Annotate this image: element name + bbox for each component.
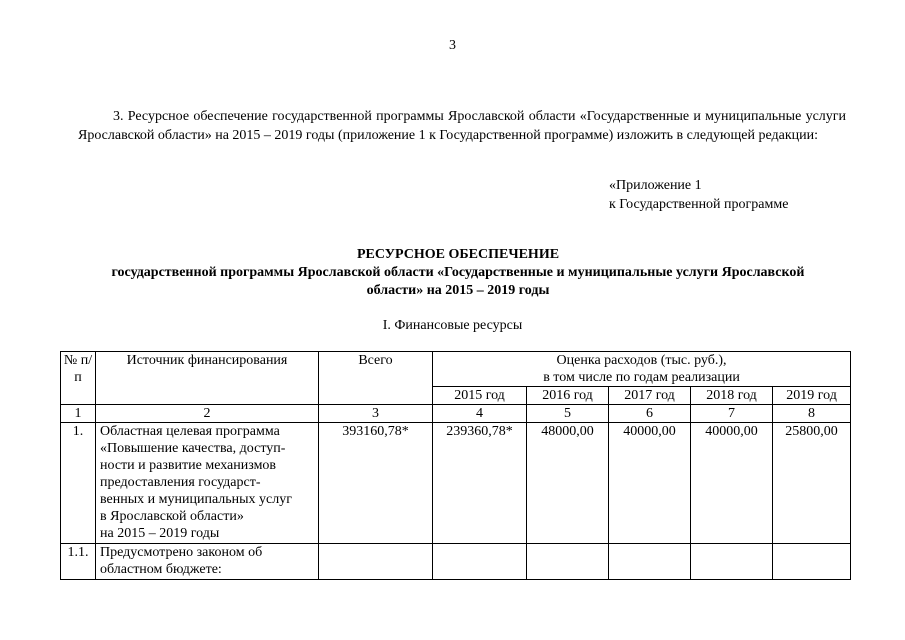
- row-2019: 25800,00: [773, 423, 851, 544]
- header-year-2017: 2017 год: [609, 387, 691, 405]
- source-line: ности и развитие механизмов: [100, 458, 277, 473]
- column-number: 2: [96, 405, 319, 423]
- header-year-2016: 2016 год: [527, 387, 609, 405]
- source-line: областном бюджете:: [100, 562, 222, 577]
- subtitle-line-1: государственной программы Ярославской области «Государственные и муниципальные услуги Ярославской: [111, 265, 805, 280]
- row-2016: 48000,00: [527, 423, 609, 544]
- document-title: РЕСУРСНОЕ ОБЕСПЕЧЕНИЕ: [356, 247, 560, 262]
- source-line: в Ярославской области»: [100, 509, 244, 524]
- row-total: [319, 544, 433, 580]
- column-number: 7: [691, 405, 773, 423]
- header-total: Всего: [319, 352, 433, 405]
- header-estimate-line-1: Оценка расходов (тыс. руб.),: [556, 353, 727, 368]
- page-number: 3: [449, 38, 456, 53]
- document-subtitle: [70, 264, 846, 300]
- column-number: 5: [527, 405, 609, 423]
- row-2017: 40000,00: [609, 423, 691, 544]
- source-line: «Повышение качества, доступ-: [100, 441, 286, 456]
- header-year-2018: 2018 год: [691, 387, 773, 405]
- section-heading: I. Финансовые ресурсы: [382, 318, 523, 333]
- column-number: 6: [609, 405, 691, 423]
- header-estimate: [433, 352, 851, 387]
- table-row: [61, 423, 851, 544]
- row-source: [96, 544, 319, 580]
- header-num: № п/п: [61, 352, 96, 405]
- header-estimate-line-2: в том числе по годам реализации: [543, 370, 740, 385]
- row-2015: 239360,78*: [433, 423, 527, 544]
- source-line: Предусмотрено законом об: [100, 545, 263, 560]
- column-number: 1: [61, 405, 96, 423]
- row-2019: [773, 544, 851, 580]
- row-2015: [433, 544, 527, 580]
- appendix-line-2: к Государственной программе: [609, 197, 789, 212]
- header-source: Источник финансирования: [96, 352, 319, 405]
- row-source: [96, 423, 319, 544]
- header-row: [61, 352, 851, 387]
- row-2018: [691, 544, 773, 580]
- header-year-2019: 2019 год: [773, 387, 851, 405]
- source-line: предоставления государст-: [100, 475, 261, 490]
- intro-text: 3. Ресурсное обеспечение государственной программы Ярославской области «Государственные и муниципальные услуги Ярославской области» на 2015 – 2019 годы (приложение 1 к Государственной программе) изложить в следующей редакции:: [78, 109, 846, 143]
- source-line: венных и муниципальных услуг: [100, 492, 292, 507]
- table-row: [61, 544, 851, 580]
- resource-table: [60, 351, 851, 580]
- column-number: 4: [433, 405, 527, 423]
- row-num: 1.: [61, 423, 96, 544]
- row-2018: 40000,00: [691, 423, 773, 544]
- intro-paragraph: [78, 107, 846, 145]
- row-2016: [527, 544, 609, 580]
- row-total: 393160,78*: [319, 423, 433, 544]
- column-number: 8: [773, 405, 851, 423]
- appendix-note: [609, 176, 788, 214]
- source-line: Областная целевая программа: [100, 424, 280, 439]
- source-line: на 2015 – 2019 годы: [100, 526, 220, 541]
- row-num: 1.1.: [61, 544, 96, 580]
- column-number: 3: [319, 405, 433, 423]
- appendix-line-1: «Приложение 1: [609, 178, 702, 193]
- subtitle-line-2: области» на 2015 – 2019 годы: [366, 283, 550, 298]
- header-year-2015: 2015 год: [433, 387, 527, 405]
- row-2017: [609, 544, 691, 580]
- column-number-row: [61, 405, 851, 423]
